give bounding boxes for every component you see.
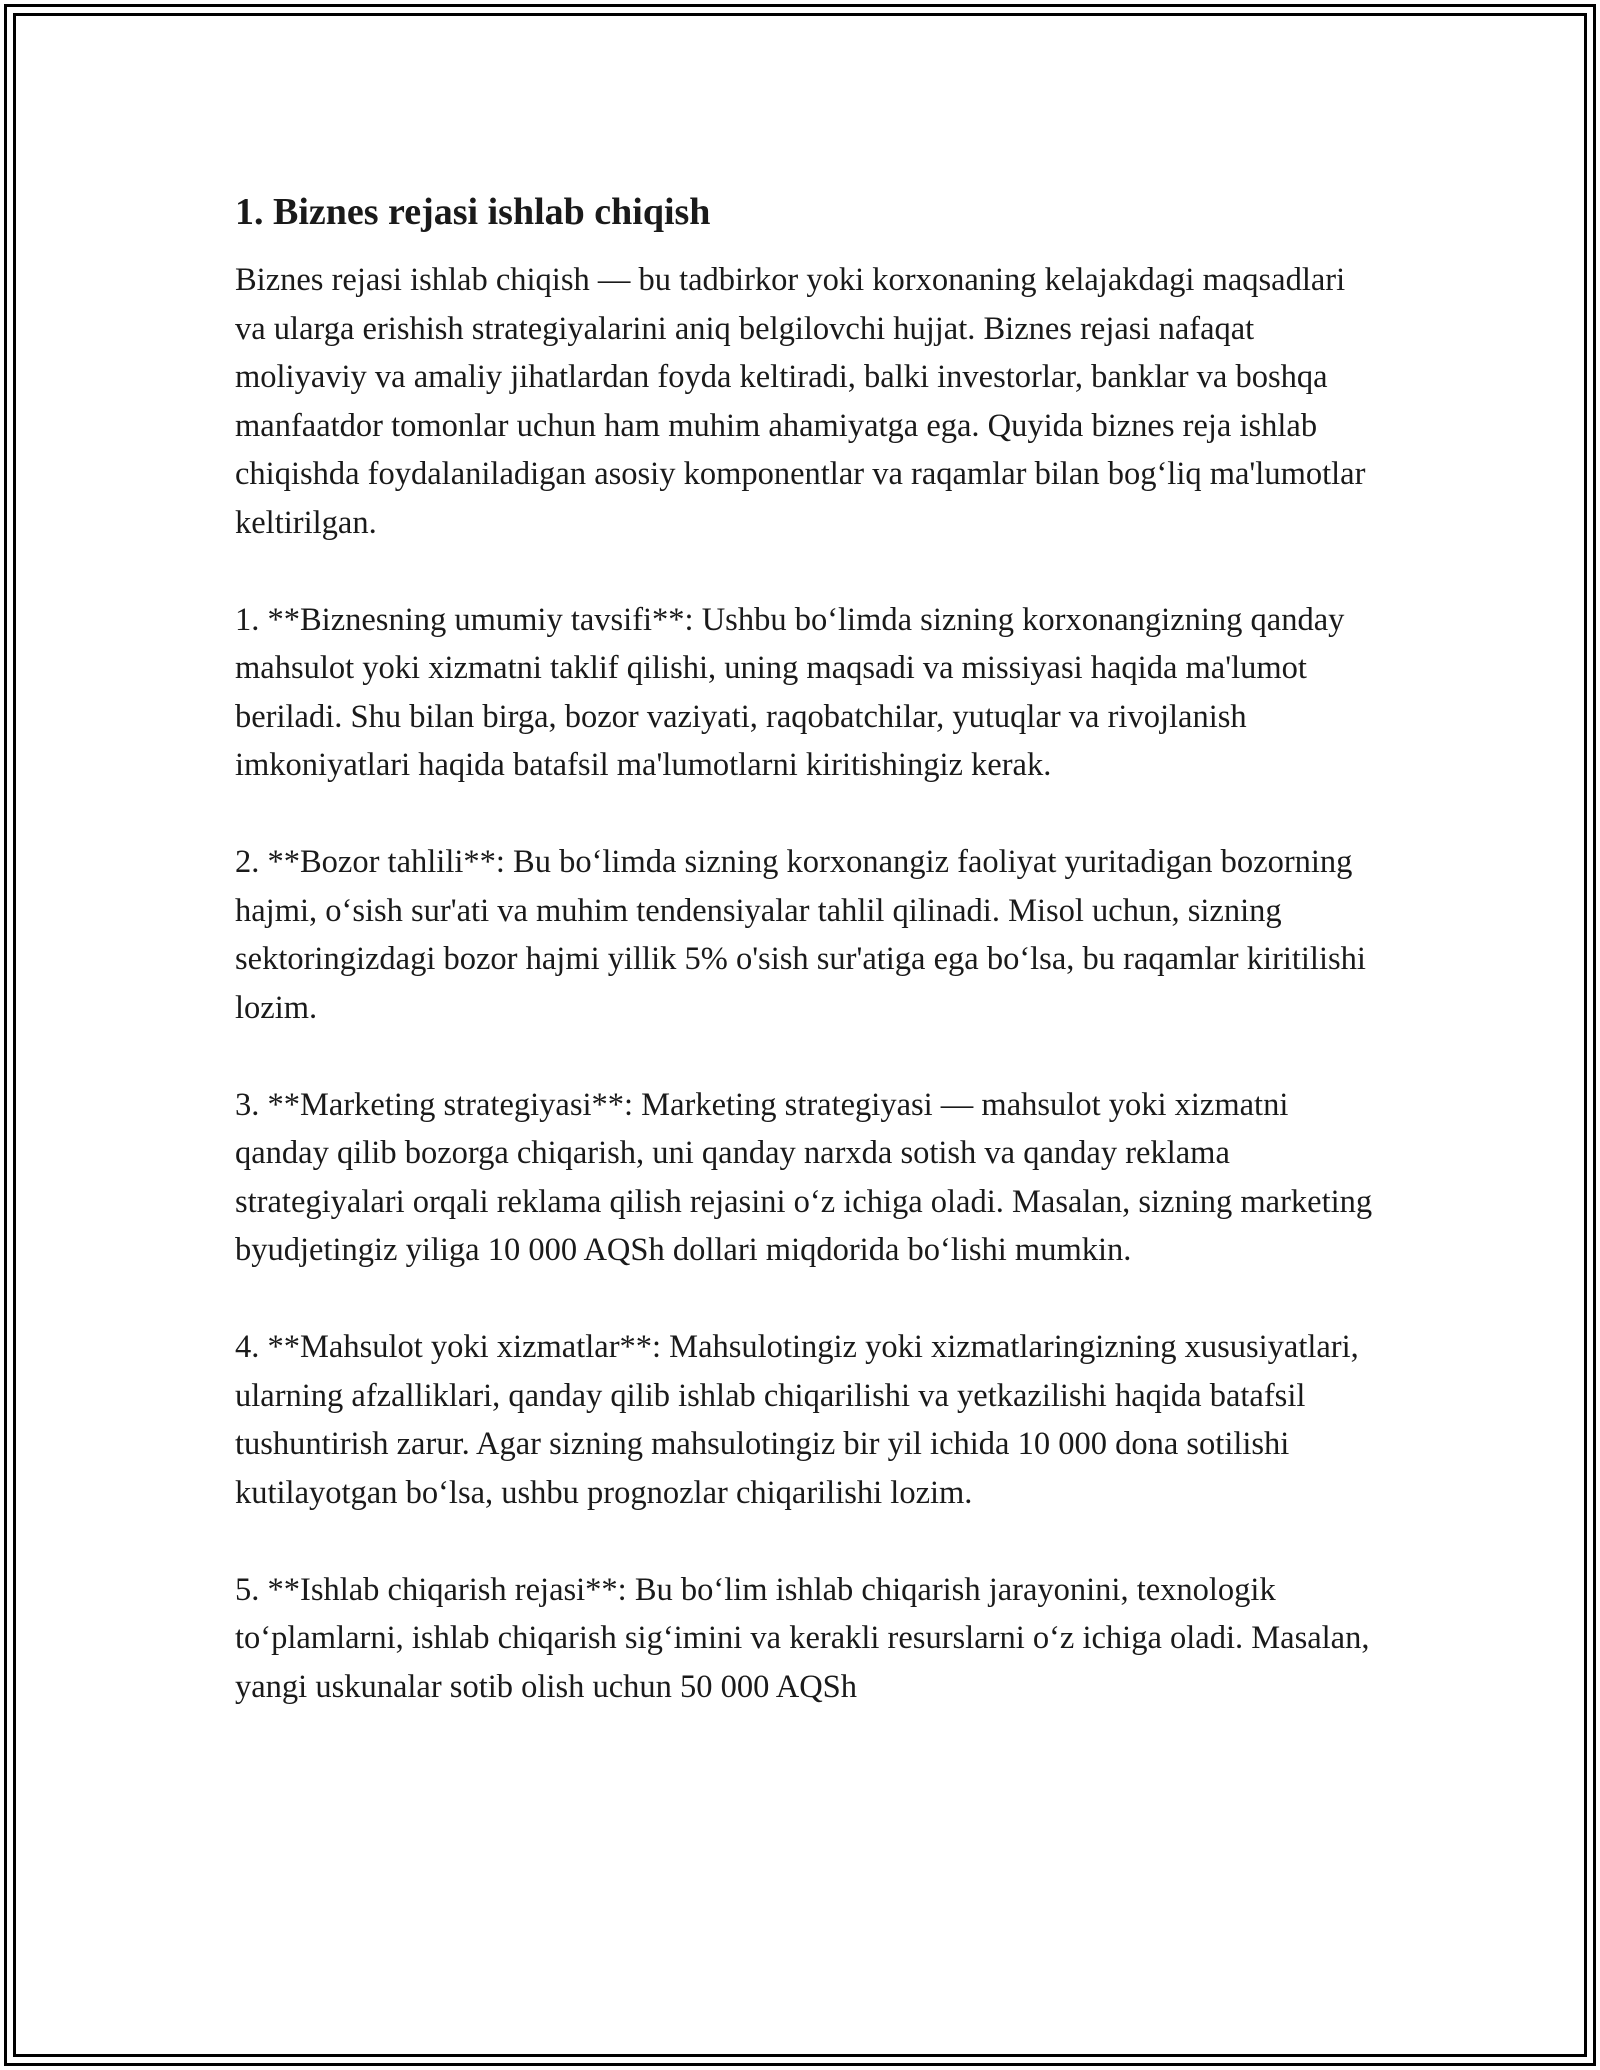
list-item-production-plan: 5. **Ishlab chiqarish rejasi**: Bu bo‘lim ishlab chiqarish jarayonini, texnologik to‘plamlarni, ishlab chiqarish sig‘imini va kerakli resurslarni o‘z ichiga oladi. Masalan, yangi uskunalar sotib olish uchun 50 000 AQSh [235, 1571, 1370, 1705]
list-item-products-services: 4. **Mahsulot yoki xizmatlar**: Mahsulotingiz yoki xizmatlaringizning xususiyatlari, ularning afzalliklari, qanday qilib ishlab chiqarilishi va yetkazilishi haqida batafsil tushuntirish zarur. Agar sizning mahsulotingiz bir yil ichida 10 000 dona sotilishi kutilayotgan bo‘lsa, ushbu prognozlar chiqarilishi lozim. [235, 1329, 1359, 1511]
list-item-marketing-strategy: 3. **Marketing strategiyasi**: Marketing strategiyasi — mahsulot yoki xizmatni qanday qilib bozorga chiqarish, uni qanday narxda sotish va qanday reklama strategiyalari orqali reklama qilish rejasini o‘z ichiga oladi. Masalan, sizning marketing byudjetingiz yiliga 10 000 AQSh dollari miqdorida bo‘lishi mumkin. [235, 1086, 1373, 1268]
list-item-market-analysis: 2. **Bozor tahlili**: Bu bo‘limda sizning korxonangiz faoliyat yuritadigan bozorning hajmi, o‘sish sur'ati va muhim tendensiyalar tahlil qilinadi. Misol uchun, sizning sektoringizdagi bozor hajmi yillik 5% o'sish sur'atiga ega bo‘lsa, bu raqamlar kiritilishi lozim. [235, 844, 1366, 1026]
document-body [235, 186, 1375, 1711]
list-item-business-description: 1. **Biznesning umumiy tavsifi**: Ushbu bo‘limda sizning korxonangizning qanday mahsulot yoki xizmatni taklif qilishi, uning maqsadi va missiyasi haqida ma'lumot beriladi. Shu bilan birga, bozor vaziyati, raqobatchilar, yutuqlar va rivojlanish imkoniyatlari haqida batafsil ma'lumotlarni kiritishingiz kerak. [235, 601, 1345, 783]
intro-paragraph: Biznes rejasi ishlab chiqish — bu tadbirkor yoki korxonaning kelajakdagi maqsadlari va ularga erishish strategiyalarini aniq belgilovchi hujjat. Biznes rejasi nafaqat moliyaviy va amaliy jihatlardan foyda keltiradi, balki investorlar, banklar va boshqa manfaatdor tomonlar uchun ham muhim ahamiyatga ega. Quyida biznes reja ishlab chiqishda foydalaniladigan asosiy komponentlar va raqamlar bilan bog‘liq ma'lumotlar keltirilgan. [235, 262, 1366, 541]
document-title: 1. Biznes rejasi ishlab chiqish [235, 191, 711, 233]
